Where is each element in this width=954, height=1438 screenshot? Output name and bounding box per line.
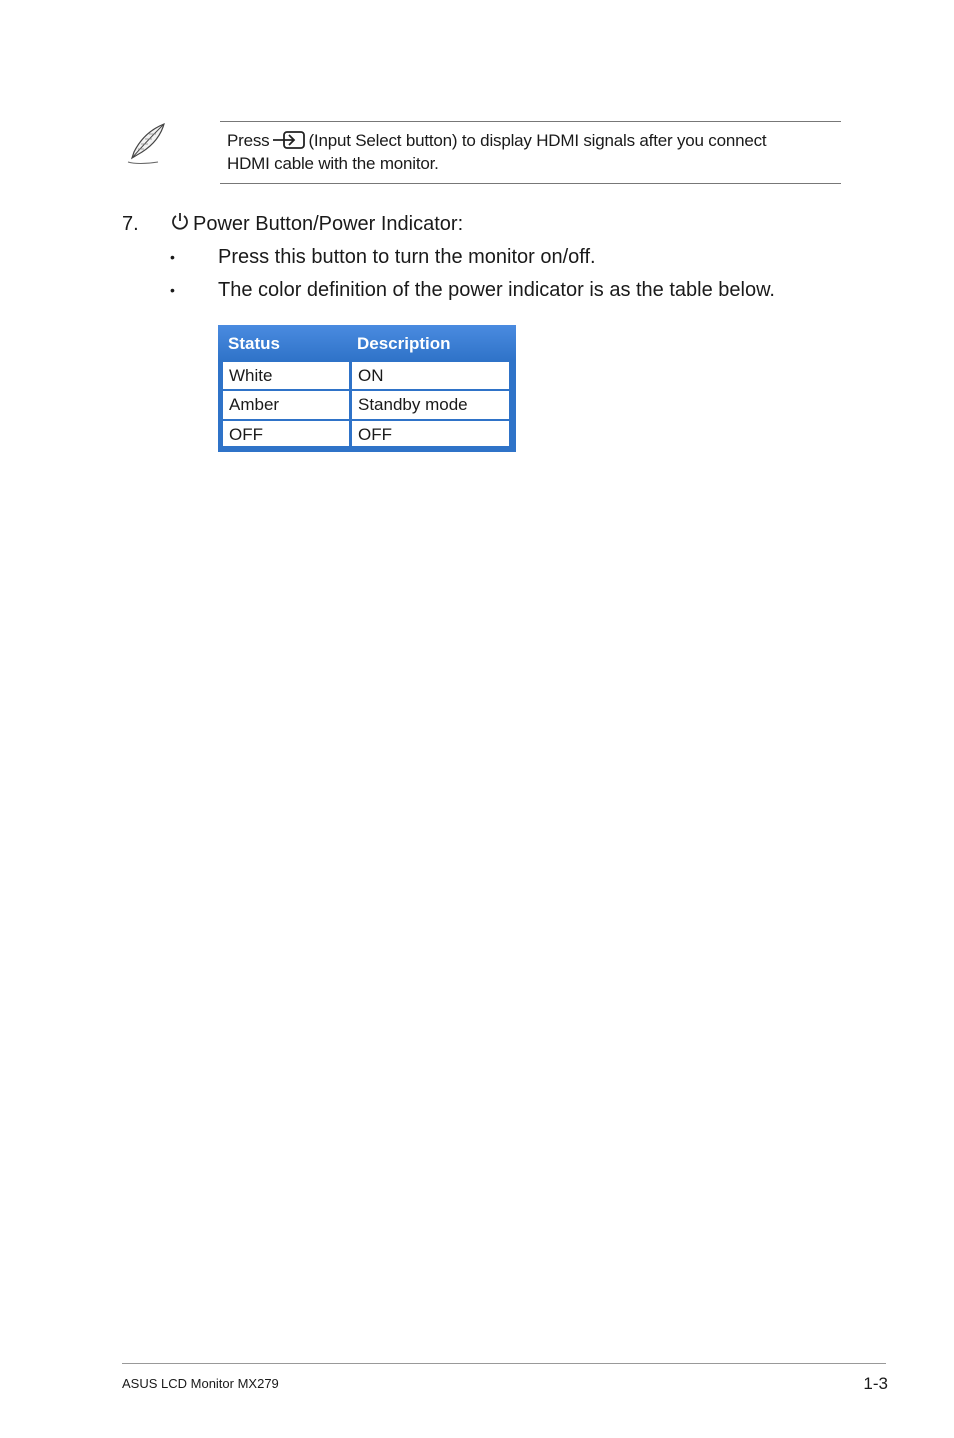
header-description: Description (357, 334, 451, 353)
feather-pen-icon (124, 122, 170, 166)
table-cell-description: OFF (352, 421, 509, 446)
bullet-symbol: • (170, 282, 175, 298)
item-title: Power Button/Power Indicator: (193, 213, 464, 235)
footer-rule (122, 1363, 886, 1364)
table-cell-status: White (223, 362, 349, 389)
bullet-text-2: The color definition of the power indicator is as the table below. (218, 279, 775, 301)
note-press-label: Press (227, 131, 270, 150)
power-icon (170, 211, 190, 231)
bullet-text-1: Press this button to turn the monitor on/off. (218, 246, 596, 268)
input-select-icon (272, 131, 306, 149)
bullet-symbol: • (170, 249, 175, 265)
power-indicator-table (218, 325, 516, 452)
table-cell-description: Standby mode (352, 391, 509, 419)
item-number: 7. (122, 213, 139, 235)
footer-model: ASUS LCD Monitor MX279 (122, 1376, 279, 1391)
page-number: 1-3 (863, 1374, 888, 1393)
note-line1-text: (Input Select button) to display HDMI signals after you connect (308, 131, 767, 150)
table-cell-status: Amber (223, 391, 349, 419)
table-cell-description: ON (352, 362, 509, 389)
table-header (218, 325, 516, 361)
note-line-2: HDMI cable with the monitor. (227, 154, 439, 173)
table-cell-status: OFF (223, 421, 349, 446)
note-line-1 (227, 131, 766, 151)
header-status: Status (228, 334, 280, 353)
